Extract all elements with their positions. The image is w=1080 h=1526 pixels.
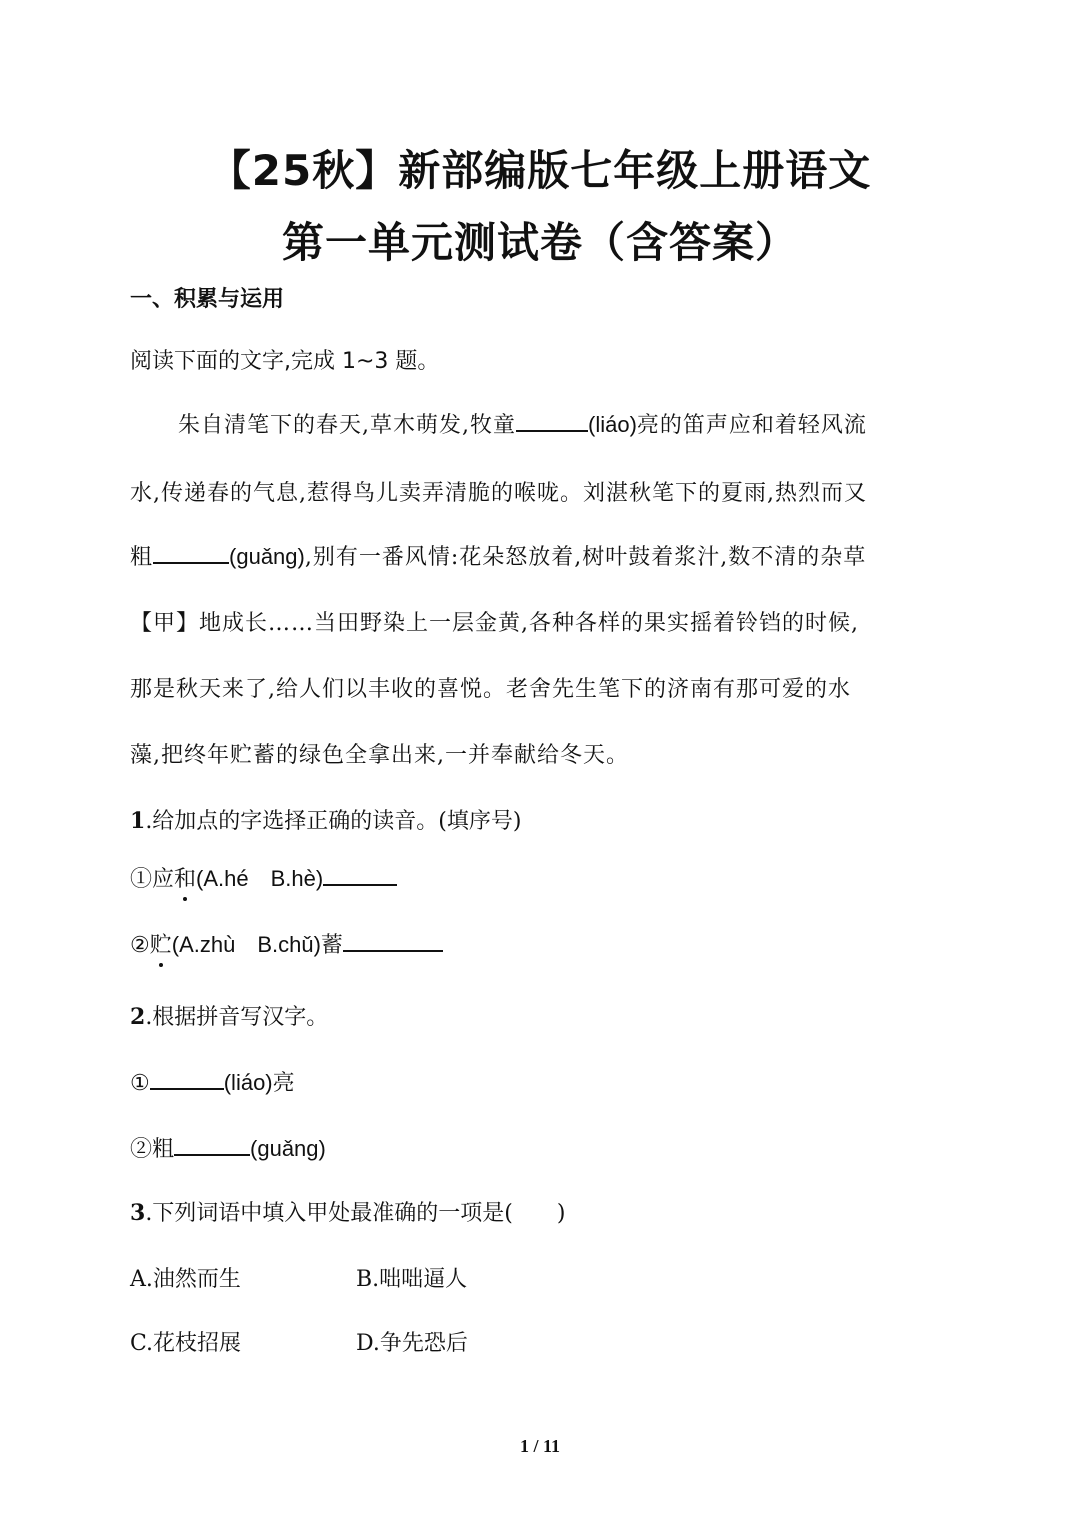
passage-line-2: 水,传递春的气息,惹得鸟儿卖弄清脆的喉咙。刘湛秋笔下的夏雨,热烈而又 bbox=[130, 481, 867, 506]
item-prefix: ① bbox=[130, 1071, 150, 1096]
title-line-2: 第一单元测试卷（含答案） bbox=[281, 218, 798, 267]
option-d: D.争先恐后 bbox=[356, 1331, 468, 1356]
pinyin-hint: (liáo) bbox=[223, 1070, 273, 1095]
passage-line-1 bbox=[178, 408, 993, 439]
question-2-item-b bbox=[130, 1132, 326, 1163]
question-1-item-b bbox=[130, 928, 443, 959]
page-number: 1 / 11 bbox=[519, 1436, 560, 1456]
section-intro: 阅读下面的文字,完成 1~3 题。 bbox=[130, 349, 440, 374]
pinyin-options: (A.zhù B.chǔ) bbox=[171, 932, 321, 957]
question-text: .根据拼音写汉字。 bbox=[145, 1005, 329, 1030]
question-2-item-a bbox=[130, 1066, 295, 1097]
item-prefix: ①应 bbox=[130, 867, 175, 892]
passage-line-5: 那是秋天来了,给人们以丰收的喜悦。老舍先生笔下的济南有那可爱的水 bbox=[130, 677, 851, 702]
passage-line-3 bbox=[130, 540, 945, 571]
item-suffix: 亮 bbox=[272, 1071, 295, 1096]
answer-blank bbox=[174, 1134, 250, 1156]
pinyin-hint: (liáo) bbox=[588, 412, 637, 437]
section-heading: 一、积累与运用 bbox=[130, 287, 285, 312]
question-number: 1 bbox=[130, 808, 146, 834]
answer-blank bbox=[153, 542, 229, 564]
answer-blank bbox=[343, 930, 443, 952]
passage-text: 亮的笛声应和着轻风流 bbox=[636, 413, 867, 438]
passage-text: ,别有一番风情:花朵怒放着,树叶鼓着浆汁,数不清的杂草 bbox=[304, 545, 867, 570]
question-3 bbox=[130, 1196, 565, 1227]
pinyin-options: (A.hé B.hè) bbox=[196, 866, 324, 891]
answer-blank bbox=[516, 410, 588, 432]
answer-blank bbox=[150, 1068, 224, 1090]
passage-line-6: 藻,把终年贮蓄的绿色全拿出来,一并奉献给冬天。 bbox=[130, 743, 629, 768]
item-prefix: ②粗 bbox=[130, 1137, 175, 1162]
pinyin-hint: (guǎng) bbox=[250, 1136, 326, 1161]
dotted-char: 和 bbox=[174, 862, 196, 893]
pinyin-hint: (guǎng) bbox=[229, 544, 305, 569]
passage-text: 粗 bbox=[130, 545, 154, 570]
title-line-1: 【25秋】新部编版七年级上册语文 bbox=[208, 146, 872, 195]
question-1-item-a bbox=[130, 862, 397, 893]
dotted-char: 贮 bbox=[150, 928, 172, 959]
answer-blank bbox=[323, 864, 397, 886]
question-2 bbox=[130, 1000, 328, 1031]
option-c: C.花枝招展 bbox=[130, 1331, 242, 1356]
question-number: 2 bbox=[130, 1004, 146, 1030]
option-a: A.油然而生 bbox=[130, 1267, 241, 1292]
item-suffix: 蓄 bbox=[320, 933, 343, 958]
question-text: .给加点的字选择正确的读音。(填序号) bbox=[145, 809, 522, 834]
option-b: B.咄咄逼人 bbox=[356, 1267, 468, 1292]
passage-line-4: 【甲】地成长……当田野染上一层金黄,各种各样的果实摇着铃铛的时候, bbox=[130, 611, 859, 636]
question-text: .下列词语中填入甲处最准确的一项是( ) bbox=[145, 1201, 566, 1226]
item-prefix: ② bbox=[130, 933, 150, 958]
question-1 bbox=[130, 804, 521, 835]
question-number: 3 bbox=[130, 1200, 146, 1226]
passage-text: 朱自清笔下的春天,草木萌发,牧童 bbox=[178, 413, 516, 438]
